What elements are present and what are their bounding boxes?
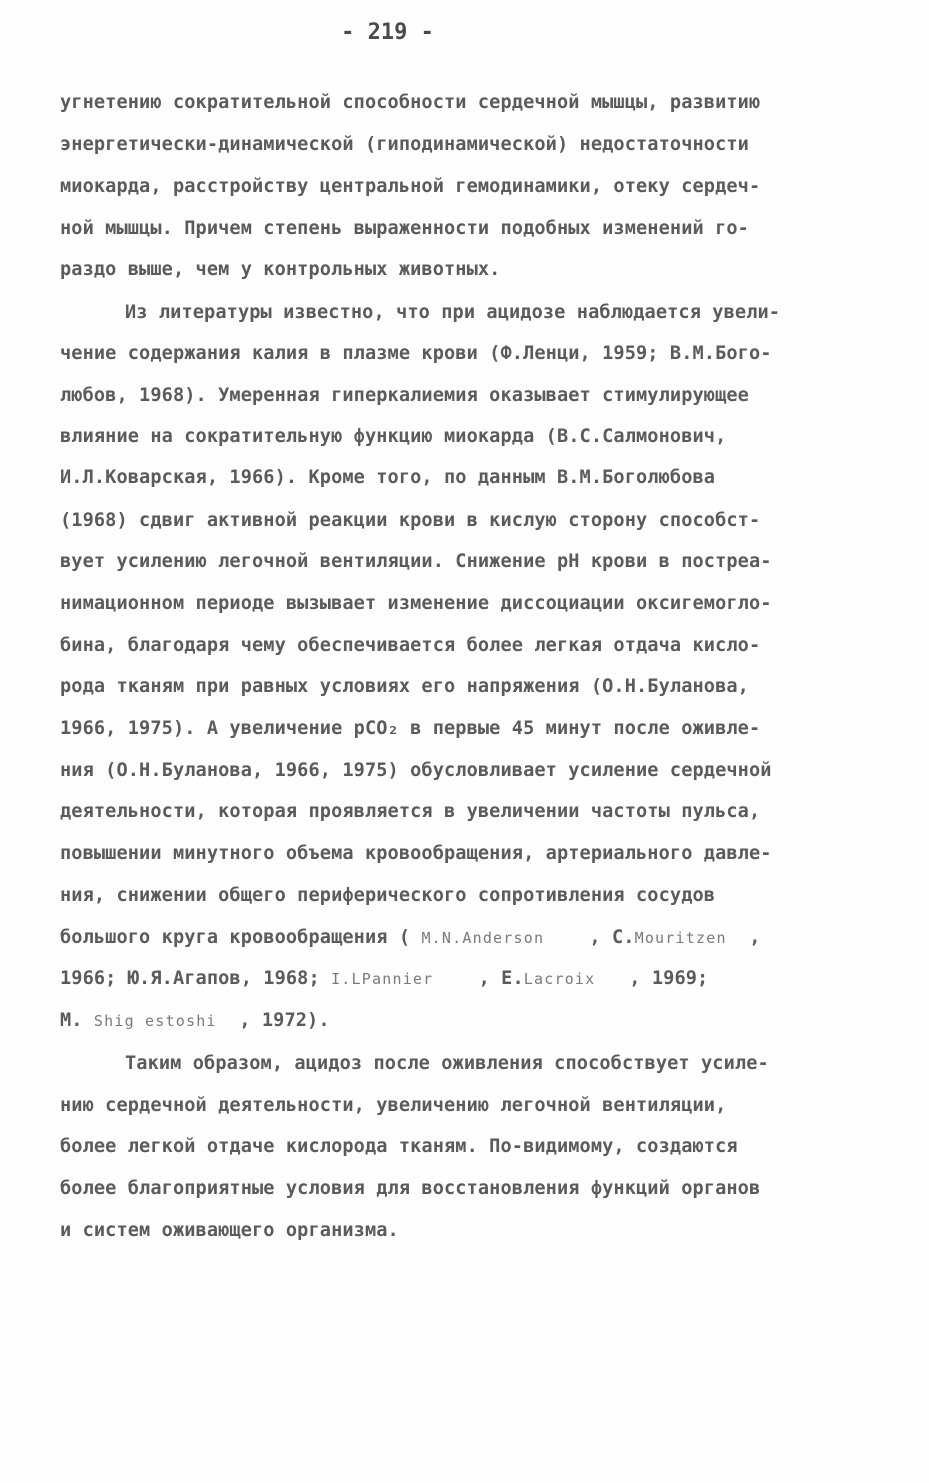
paragraph-first-line: Из литературы известно, что при ацидозе наблюдается увели- xyxy=(125,302,781,323)
paragraph-first-line: Таким образом, ацидоз после оживления способствует усиле- xyxy=(125,1053,769,1074)
text-line: ния (О.Н.Буланова, 1966, 1975) обусловливает усиление сердечной xyxy=(60,760,772,781)
text-line: раздо выше, чем у контрольных животных. xyxy=(60,259,501,280)
latin-author: I.LPannier xyxy=(331,970,434,988)
text-line: деятельности, которая проявляется в увеличении частоты пульса, xyxy=(60,801,761,822)
text-segment: , E. xyxy=(478,968,524,989)
text-line: вует усилению легочной вентиляции. Снижение рН крови в постреа- xyxy=(60,551,772,572)
text-line: И.Л.Коварская, 1966). Кроме того, по данным В.М.Боголюбова xyxy=(60,467,716,488)
page-number: - 219 - xyxy=(341,20,434,45)
text-segment: 1966; Ю.Я.Агапов, 1968; xyxy=(60,968,320,989)
text-line: рода тканям при равных условиях его напряжения (О.Н.Буланова, xyxy=(60,676,749,697)
text-line: и систем оживающего организма. xyxy=(60,1220,399,1241)
text-line: нимационном периоде вызывает изменение диссоциации оксигемогло- xyxy=(60,593,772,614)
text-line: нию сердечной деятельности, увеличению легочной вентиляции, xyxy=(60,1095,727,1116)
text-line: чение содержания калия в плазме крови (Ф.Ленци, 1959; В.М.Бого- xyxy=(60,343,772,364)
latin-author: Lacroix xyxy=(523,970,596,988)
text-line: (1968) сдвиг активной реакции крови в кислую сторону способст- xyxy=(60,510,761,531)
text-line: 1966, 1975). А увеличение рСО₂ в первые 45 минут после оживле- xyxy=(60,718,761,739)
text-line: энергетически-динамической (гиподинамической) недостаточности xyxy=(60,134,749,155)
text-line: угнетению сократительной способности сердечной мышцы, развитию xyxy=(60,92,761,113)
text-line: бина, благодаря чему обеспечивается более легкая отдача кисло- xyxy=(60,635,761,656)
text-line xyxy=(60,968,708,989)
text-line: миокарда, расстройству центральной гемодинамики, отеку сердеч- xyxy=(60,176,761,197)
text-line xyxy=(60,1010,330,1031)
text-segment: M. xyxy=(60,1010,83,1031)
text-line: более благоприятные условия для восстановления функций органов xyxy=(60,1178,761,1199)
text-segment: большого круга кровообращения ( xyxy=(60,927,411,948)
text-segment: , 1969; xyxy=(629,968,709,989)
text-line: влияние на сократительную функцию миокарда (В.С.Салмонович, xyxy=(60,426,727,447)
text-line: повышении минутного объема кровообращения, артериального давле- xyxy=(60,843,772,864)
text-line xyxy=(60,927,761,948)
latin-author: Mouritzen xyxy=(634,929,727,947)
text-line: ния, снижении общего периферического сопротивления сосудов xyxy=(60,885,716,906)
latin-author: M.N.Anderson xyxy=(421,929,545,947)
text-line: ной мышцы. Причем степень выраженности подобных изменений го- xyxy=(60,218,749,239)
text-line: любов, 1968). Умеренная гиперкалиемия оказывает стимулирующее xyxy=(60,385,749,406)
text-segment: , xyxy=(749,927,761,948)
text-line: более легкой отдаче кислорода тканям. По-видимому, создаются xyxy=(60,1136,738,1157)
latin-author: Shig estoshi xyxy=(93,1012,217,1030)
text-segment: , С. xyxy=(589,927,635,948)
text-segment: , 1972). xyxy=(239,1010,330,1031)
